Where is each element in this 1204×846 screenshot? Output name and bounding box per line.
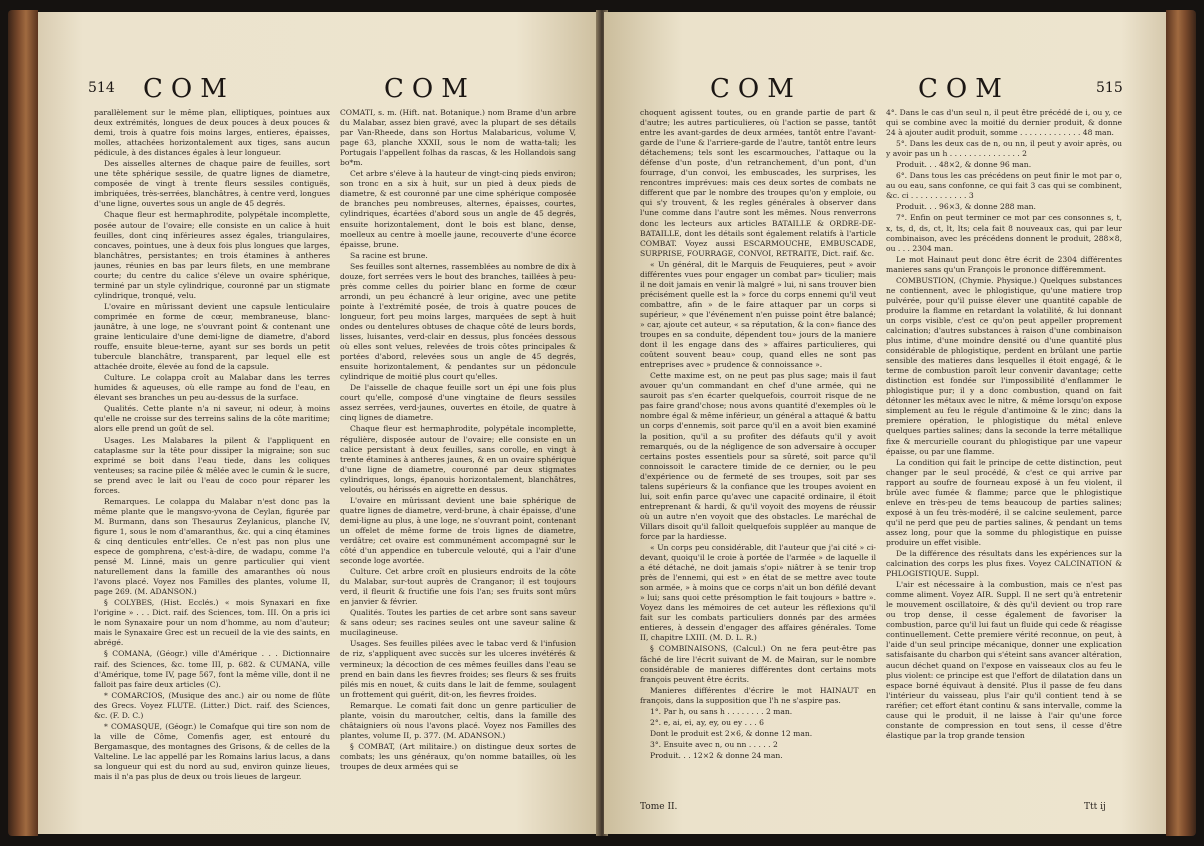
paragraph: Remarque. Le comati fait donc un genre particulier de plante, voisin du maroutcher, celtis, dans la famille des châtaigniers où nous l'avons placé. Voyez nos Familles des plantes, volume II, p. 377. (M. ADANSON.) — [340, 700, 576, 740]
paragraph: Des aisselles alternes de chaque paire de feuilles, sort une tête sphérique sessile, de quatre lignes de diametre, composée de vingt à trente fleurs sessiles contiguës, imbriquées, très-serrées, blanchâtres, à centre verd, longues d'une ligne, ouvertes sous un angle de 45 degrés. — [94, 159, 330, 209]
page-edges-right — [1166, 10, 1196, 836]
text-column-1 — [94, 108, 330, 808]
paragraph: L'ovaire en mûrissant devient une baie sphérique de quatre lignes de diametre, verd-brune, à chair épaisse, d'une demi-ligne au plus, à une loge, ne s'ouvrant point, contenant un offelet de même forme de trois lignes de diametre, verdâtre; cet ovaire est communément accompagné sur le côté d'un appendice en tubercule velouté, qui a l'air d'une seconde loge avortée. — [340, 495, 576, 566]
paragraph: Dont le produit est 2×6, & donne 12 man. — [650, 728, 813, 738]
paragraph: Culture. Le colappa croît au Malabar dans les terres humides & aqueuses, où elle rampe au fond de l'eau, en élevant ses branches un peu au-dessus de la surface. — [94, 373, 330, 403]
paragraph: 4°. Dans le cas d'un seul n, il peut être précédé de i, ou y, ce qui se combine avec la moitié du dernier produit, & donne 24 à ajouter audit produit, somme . . . . . . . . . . . . . 48 man. — [886, 108, 1122, 138]
page-edges-left — [8, 10, 38, 836]
paragraph: L'ovaire en mûrissant devient une capsule lenticulaire comprimée en forme de cœur, membraneuse, blanc-jaunâtre, à une loge, ne s'ouvrant point & contenant une graine lenticulaire d'une demi-ligne de diametre, d'abord rouffe, ensuite bleue-terne, ayant sur ses bords un petit tubercule blanchâtre, transparent, par lequel elle est attachée droite, élevée au fond de la capsule. — [94, 301, 330, 372]
paragraph: 1°. Par h, ou sans h . . . . . . . . 2 man. — [650, 706, 793, 716]
page-number: 514 — [88, 80, 115, 96]
paragraph: choquent agissent toutes, ou en grande partie de part & d'autre; les autres particulieres, où l'action se passe, tantôt entre les avant-gardes de deux armées, tantôt entre l'avant-garde de l'une & l'arriere-garde de l'autre, tantôt entre leurs détachemens; tels sont les escarmouches, l'attaque ou la défense d'un poste, d'un retranchement, d'un pont, d'un fourrage, d'un convoi, les embuscades, les surprises, les rencontres imprévues: mais ces deux sortes de combats ne different que par le nombre des troupes qu'on y emploie, ou qui s'y trouvent, & les regles générales à observer dans l'une comme dans l'autre sont les mêmes. Nous renverrons donc les lecteurs aux articles BATAILLE & ORDRE-DE-BATAILLE, dont les détails sont également relatifs à l'article COMBAT. Voyez aussi ESCARMOUCHE, EMBUSCADE, SURPRISE, FOURRAGE, CONVOI, RETRAITE, Dict. raif. &c. — [640, 108, 876, 258]
paragraph: L'air est nécessaire à la combustion, mais ce n'est pas comme aliment. Voyez AIR. Suppl. Il ne sert qu'à entretenir le mouvement oscillatoire, & dès qu'il devient ou trop rare ou trop dense, il cesse également de favoriser la combustion, parce qu'il lui faut un fluide qui cede & réagisse continuellement. Cette premiere vérité reconnue, on peut, à l'aide d'un seul principe mécanique, donner une explication satisfaisante du charbon qui s'éteint sans avancer altération, aucun déchet quand on l'expose en vaisseaux clos au feu le plus violent: ce principe est que l'effort de dilatation dans un espace borné équivaut à densité. Plus il passe de feu dans l'intérieur du vaisseau, plus l'air qu'il contient tend à se raréfier; cet effort étant continu & sans intervalle, comme la cause qui le produit, il ne laisse à l'air qu'une force constante de compression en tout sens, il cesse d'être élastique par la trop grande tension — [886, 580, 1122, 740]
paragraph: * COMARCIOS, (Musique des anc.) air ou nome de flûte des Grecs. Voyez FLUTE. (Litter.) Dict. raif. des Sciences, &c. (F. D. C.) — [94, 690, 330, 720]
paragraph: Produit. . . 12×2 & donne 24 man. — [650, 750, 783, 760]
paragraph: Usages. Les Malabares la pilent & l'appliquent en cataplasme sur la tête pour dissiper la migraine; son suc exprimé se boit dans l'eau tiede, dans les coliques venteuses; sa racine pilée & mêlée avec le cumin & le sucre, se prend avec le lait ou l'eau de coco pour réparer les forces. — [94, 435, 330, 495]
paragraph: Culture. Cet arbre croît en plusieurs endroits de la côte du Malabar, sur-tout auprès de Cranganor; il est toujours verd, il fleurit & fructifie une fois l'an; ses fruits sont mûrs en janvier & février. — [340, 567, 576, 607]
paragraph: 7°. Enfin on peut terminer ce mot par ces consonnes s, t, x, ts, d, ds, ct, lt, lts; cela fait 8 nouveaux cas, qui par leur combinaison, avec les précédens donnent le produit, 288×8, ou . . . 2304 man. — [886, 213, 1122, 253]
paragraph: 2°. e, ai, ei, ay, ey, ou ey . . . 6 — [650, 717, 764, 727]
text-column-2 — [340, 108, 576, 808]
paragraph: Produit. . . 96×3, & donne 288 man. — [896, 202, 1036, 212]
paragraph: Usages. Ses feuilles pilées avec le tabac verd & l'infusion de riz, s'appliquent avec succès sur les ulceres invétérés & vermineux; la décoction de ces mêmes feuilles dans l'eau se prend en bain dans les fievres froides; ses fleurs & ses fruits pilés mis en nouet, & cuits dans le lait de femme, soulagent un frottement qui guérit, dit-on, les fievres froides. — [340, 639, 576, 699]
page-number: 515 — [1096, 80, 1123, 96]
paragraph: § COMBAT, (Art militaire.) on distingue deux sortes de combats; les uns généraux, qu'on nomme batailles, où les troupes de deux armées qui se — [340, 741, 576, 771]
running-header-right: COM — [384, 74, 476, 104]
paragraph: Sa racine est brune. — [350, 250, 428, 260]
paragraph: 5°. Dans les deux cas de n, ou nn, il peut y avoir après, ou y avoir pas un h . . . . . . . . . . . . . . . 2 — [886, 139, 1122, 159]
paragraph: § COMBINAISONS, (Calcul.) On ne fera peut-être pas fâché de lire l'écrit suivant de M. de Mairan, sur le nombre considérable de manieres différentes dont certains mots françois peuvent être écrits. — [640, 644, 876, 684]
paragraph: COMATI, s. m. (Hift. nat. Botanique.) nom Brame d'un arbre du Malabar, assez bien gravé, avec la plupart de ses détails par Van-Rheede, dans son Hortus Malabaricus, volume V, page 63, planche XXXII, sous le nom de watta-tali; les Portugais l'appellent folhas da rascas, & les Hollandois sang bo*m. — [340, 108, 576, 168]
paragraph: Produit. . . 48×2, & donne 96 man. — [896, 160, 1032, 170]
signature-mark: Ttt ij — [1084, 802, 1106, 812]
paragraph: Manieres différentes d'écrire le mot HAINAUT en françois, dans la supposition que l'h ne s'aspire pas. — [640, 685, 876, 705]
paragraph: 6°. Dans tous les cas précédens on peut finir le mot par o, au ou eau, sans confonne, ce qui fait 3 cas qui se combinent, &c. ci . . . . . . . . . . . . 3 — [886, 171, 1122, 201]
paragraph: « Un général, dit le Marquis de Feuquieres, peut » avoir différentes vues pour engager un combat par» ticulier; mais il ne doit jamais en venir là malgré » lui, ni sans trouver bien précisément quelle est la » force du corps ennemi qu'il veut combattre, afin » de le faire attaquer par un corps si supérieur, » que l'événement n'en puisse point être balancé; » car, ajoute cet auteur, « sa réputation, & la con» fiance des troupes en sa conduite, dépendent tou» jours de la maniere dont il les engage dans des » affaires particulieres, qui coûtent souvent beau» coup, quand elles ne sont pas entreprises avec » prudence & connoissance ». — [640, 259, 876, 370]
paragraph: Le mot Hainaut peut donc être écrit de 2304 différentes manieres sans qu'un François le prononce différemment. — [886, 254, 1122, 274]
paragraph: La condition qui fait le principe de cette distinction, peut changer par le seul procédé, & c'est ce qui arrive par rapport au soufre de fourneau exposé à un feu violent, il brûle avec fumée & flamme; parce que le phlogistique enleve en très-peu de tems beaucoup de parties salines; exposé à un feu très-modéré, il se calcine seulement, parce qu'il ne perd que peu de parties salines, & pendant un tems assez long, pour que la somme du phlogistique en puisse produire un effet visible. — [886, 457, 1122, 547]
paragraph: De la différence des résultats dans les expériences sur la calcination des corps les plus fixes. Voyez CALCINATION & PHLOGISTIQUE. Suppl. — [886, 549, 1122, 579]
running-header-left: COM — [710, 74, 802, 104]
text-column-1 — [640, 108, 876, 808]
paragraph: 3°. Ensuite avec n, ou nn . . . . . 2 — [650, 739, 778, 749]
paragraph: Qualités. Cette plante n'a ni saveur, ni odeur, à moins qu'elle ne croisse sur des terreins salins de la côte maritime; alors elle prend un goût de sel. — [94, 404, 330, 434]
running-header-left: COM — [143, 74, 235, 104]
volume-footer: Tome II. — [640, 802, 678, 812]
paragraph: Qualités. Toutes les parties de cet arbre sont sans saveur & sans odeur; ses racines seules ont une saveur saline & mucilagineuse. — [340, 608, 576, 638]
left-page — [38, 12, 600, 834]
paragraph: § COMANA, (Géogr.) ville d'Amérique . . . Dictionnaire raif. des Sciences, &c. tome III, p. 682. & CUMANA, ville d'Amérique, tome IV, page 567, font la même ville, dont il ne falloit pas faire deux articles (C). — [94, 649, 330, 689]
paragraph: Cette maxime est, on ne peut pas plus sage; mais il faut avouer qu'un commandant en chef d'une armée, qui ne sauroit pas s'en écarter quelquefois, courroit risque de ne pas faire grand'chose; nous avons quantité d'exemples où le nombre égal & même inférieur, un général a attaqué & battu un corps d'ennemis, soit parce qu'il en a avoit bien examiné la position, qu'il a su profiter des défauts qu'il y avoit remarqués, ou de la négligence de son adversaire à occuper certains postes essentiels pour sa sûreté, soit parce qu'il connoissoit le caractere timide de ce dernier, ou le peu d'expérience ou de fermeté de ses troupes, soit par ses talens supérieurs & la confiance que les troupes avoient en lui, soit enfin parce qu'avec une capacité ordinaire, il étoit entreprenant & hardi, & qu'il voyoit des moyens de réussir où un autre n'en voyoit que des obstacles. Le maréchal de Villars disoit qu'il falloit quelquefois suppléer au manque de force par la hardiesse. — [640, 371, 876, 541]
paragraph: parallèlement sur le même plan, elliptiques, pointues aux deux extrémités, longues de deux pouces à deux pouces & demi, trois à quatre fois moins larges, entieres, épaisses, molles, attachées horizontalement aux tiges, sans aucun pédicule, à des distances égales à leur longueur. — [94, 108, 330, 158]
paragraph: Chaque fleur est hermaphrodite, polypétale incomplette, régulière, disposée autour de l'ovaire; elle consiste en un calice persistant à deux feuilles, sans corolle, en vingt à trente étamines à antheres jaunes, & en un ovaire sphérique d'une ligne de diametre, couronné par deux stigmates cylindriques, longs, épanouis horizontalement, blanchâtres, veloutés, ou hérissés en aigrette en dessus. — [340, 424, 576, 494]
paragraph: Ses feuilles sont alternes, rassemblées au nombre de dix à douze, fort serrées vers le bout des branches, taillées à peu-près comme celles du poirier blanc en forme de cœur arrondi, un peu échancré à leur origine, avec une petite pointe à l'extrémité posée, de trois à quatre pouces de longueur, fort peu moins larges, marquées de sept à huit ondes ou dentelures obtuses de chaque côté de leurs bords, lisses, luisantes, verd-clair en dessus, plus foncées dessous où elles sont velues, relevées de trois côtes principales & portées d'abord, relevées sous un angle de 45 degrés, ensuite horizontalement, & pendantes sur un pédoncule cylindrique de moitié plus court qu'elles. — [340, 261, 576, 382]
right-page — [604, 12, 1166, 834]
paragraph: COMBUSTION, (Chymie. Physique.) Quelques substances ne contiennent, avec le phlogistique, qu'une matiere trop pulvérée, pour qu'il puisse élever une quantité capable de produire la flamme en retardant la volatilité, & lui donnant un corps visible, c'est ce qu'on peut appeller proprement calcination; d'autres substances à raison d'une combinaison plus intime, d'une moindre densité ou d'une quantité plus considérable de phlogistique, perdent en brûlant une partie sensible des matieres dans lesquelles il étoit engagé, & le terme de combustion paroît leur convenir davantage; cette distinction est fondée sur l'impossibilité d'enflammer le phlogistique pur; il y a donc combustion, quand on fait détonner les métaux avec le nitre, & même lorsqu'on expose simplement au feu le régule d'antimoine & le zinc; dans la premiere opération, le phlogistique du métal enleve quelques parties salines; dans la seconde la terre métallique fixe & mercurielle courant du phlogistique par une vapeur épaisse, ou par une flamme. — [886, 275, 1122, 456]
paragraph: Remarques. Le colappa du Malabar n'est donc pas la même plante que le mangsvo-yvona de Ceylan, figurée par M. Burmann, dans son Thesaurus Zeylanicus, planche IV, figure 1, sous le nom d'amaranthus, &c. qui a cinq étamines & cinq denticules entr'elles. Ce n'est pas non plus une espece de gomphrena, c'est-à-dire, de wadapu, comme l'a pensé M. Linné, mais un genre particulier qui vient naturellement dans la famille des amaranthes où nous l'avons placé. Voyez nos Familles des plantes, volume II, page 269. (M. ADANSON.) — [94, 496, 330, 597]
paragraph: De l'aisselle de chaque feuille sort un épi une fois plus court qu'elle, composé d'une vingtaine de fleurs sessiles assez serrées, verd-jaunes, ouvertes en étoile, de quatre à cinq lignes de diametre. — [340, 383, 576, 423]
paragraph: Chaque fleur est hermaphrodite, polypétale incomplette, posée autour de l'ovaire; elle consiste en un calice à huit feuilles, dont cinq inférieures assez égales, triangulaires, concaves, pointues, une à deux fois plus longues que larges, blanchâtres, persistantes; en trois étamines à antheres jaunes, réunies en bas par leurs filets, en une membrane courte; du centre du calice s'éleve un ovaire sphérique, terminé par un style cylindrique, couronné par un stigmate cylindrique, tronqué, velu. — [94, 210, 330, 300]
paragraph: § COLYBES, (Hist. Ecclés.) « mois Synaxari en fixe l'origine » . . . Dict. raif. des Sciences, tom. III. On a pris ici le nom Synaxaire pour un nom d'homme, au nom d'auteur; mais le Synaxaire Grec est un recueil de la vie des saints, en abrégé. — [94, 598, 330, 648]
text-column-2 — [886, 108, 1122, 808]
paragraph: Cet arbre s'éleve à la hauteur de vingt-cinq pieds environ; son tronc en a six à huit, sur un pied à deux pieds de diametre, & est couronné par une cime sphérique composée de branches peu nombreuses, alternes, épaisses, courtes, cylindriques, écartées d'abord sous un angle de 45 degrés, ensuite horizontalement, dont le bois est blanc, dense, moelleux au centre à moelle jaune, recouverte d'une écorce épaisse, brune. — [340, 169, 576, 249]
paragraph: « Un corps peu considérable, dit l'auteur que j'ai cité » ci-devant, quoiqu'il le croie à portée de l'armée » de laquelle il a été détaché, ne doit jamais s'opi» niâtrer à se tenir trop près de l'ennemi, qui est » en état de se mettre avec toute son armée, » à moins que ce corps n'ait un bon défilé devant » lui; sans quoi cette présomption le fait toujours » battre ». Voyez dans les mémoires de cet auteur les réflexions qu'il fait sur les combats particuliers donnés par des armées entieres, à dessein d'engager des affaires générales. Tome II, chapitre LXIII. (M. D. L. R.) — [640, 543, 876, 643]
paragraph: * COMASQUE, (Géogr.) le Comafque qui tire son nom de la ville de Côme, Comenfis ager, est entouré du Bergamasque, des montagnes des Grisons, & de celles de la Valteline. Le lac appellé par les Romains larius lacus, a dans sa longueur qui est du nord au sud, environ quinze lieues, mais il n'a pas plus de deux ou trois lieues de largeur. — [94, 721, 330, 782]
running-header-right: COM — [918, 74, 1010, 104]
